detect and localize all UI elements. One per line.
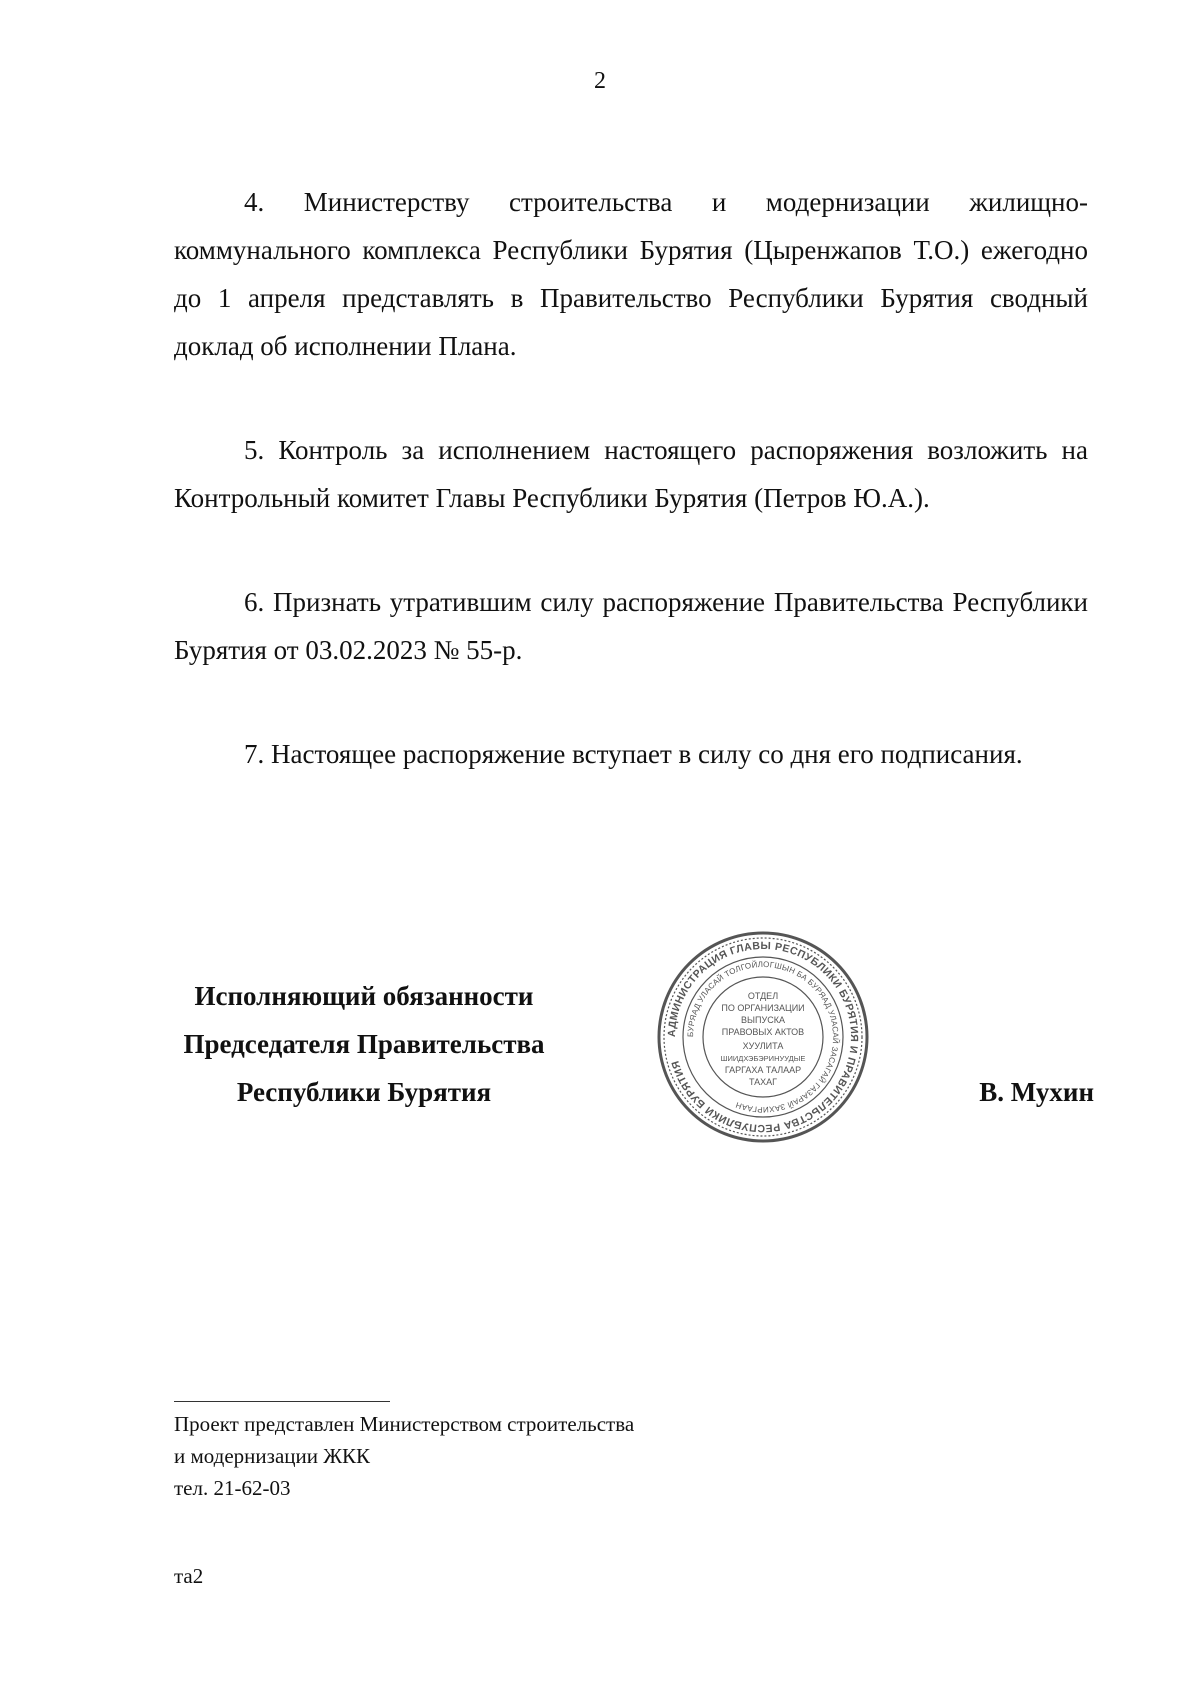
signatory-title-line: Председателя Правительства: [183, 1029, 545, 1059]
footnote-separator: [174, 1401, 390, 1402]
paragraph-6: 6. Признать утратившим силу распоряжение Правительства Республики Бурятия от 03.02.2023 № 55-р.: [174, 587, 1088, 665]
signatory-name: В. Мухин: [979, 1077, 1094, 1107]
seal-center-line: ГАРГАХА ТАЛААР: [724, 1065, 802, 1075]
signatory-title-line: Республики Бурятия: [236, 1077, 492, 1107]
document-code: та2: [174, 1564, 204, 1588]
official-seal: [656, 930, 870, 1144]
seal-center-line: ВЫПУСКА: [741, 1015, 785, 1025]
footnote-line: тел. 21-62-03: [174, 1476, 291, 1500]
seal-center-line: ПРАВОВЫХ АКТОВ: [721, 1027, 805, 1037]
seal-center-line: ТАХАГ: [748, 1077, 778, 1087]
paragraph-4: 4. Министерству строительства и модернизации жилищно-коммунального комплекса Республики Бурятия (Цыренжапов Т.О.) ежегодно до 1 апреля представлять в Правительство Республики Бурятия сводный доклад об исполнении Плана.: [174, 187, 1088, 361]
body-text: [174, 178, 1088, 778]
signatory-title: [164, 972, 564, 1116]
seal-center-line: ШИИДХЭБЭРИНУУДЫЕ: [720, 1054, 806, 1063]
page-number: 2: [594, 68, 606, 94]
seal-center-line: ХУУЛИТА: [742, 1041, 784, 1051]
footnote-line: и модернизации ЖКК: [174, 1444, 371, 1468]
seal-outer-text: АДМИНИСТРАЦИЯ ГЛАВЫ РЕСПУБЛИКИ БУРЯТИЯ И ПРАВИТЕЛЬСТВА РЕСПУБЛИКИ БУРЯТИЯ: [665, 939, 861, 1135]
footnote: [174, 1408, 634, 1504]
paragraph-7: 7. Настоящее распоряжение вступает в силу со дня его подписания.: [244, 739, 1023, 769]
paragraph-5: 5. Контроль за исполнением настоящего распоряжения возложить на Контрольный комитет Главы Республики Бурятия (Петров Ю.А.).: [174, 435, 1088, 513]
signatory-title-line: Исполняющий обязанности: [194, 981, 534, 1011]
footnote-line: Проект представлен Министерством строительства: [174, 1412, 635, 1436]
seal-center-line: ПО ОРГАНИЗАЦИИ: [721, 1003, 805, 1013]
seal-inner-text: БУРЯАД УЛАСАЙ ТОЛГОЙЛОГШЫН БА БУРЯАД УЛАСАЙ ЗАСАГАЙ ГАЗАРАЙ ЗАХИРГААН: [685, 959, 841, 1115]
seal-center-line: ОТДЕЛ: [747, 991, 779, 1001]
